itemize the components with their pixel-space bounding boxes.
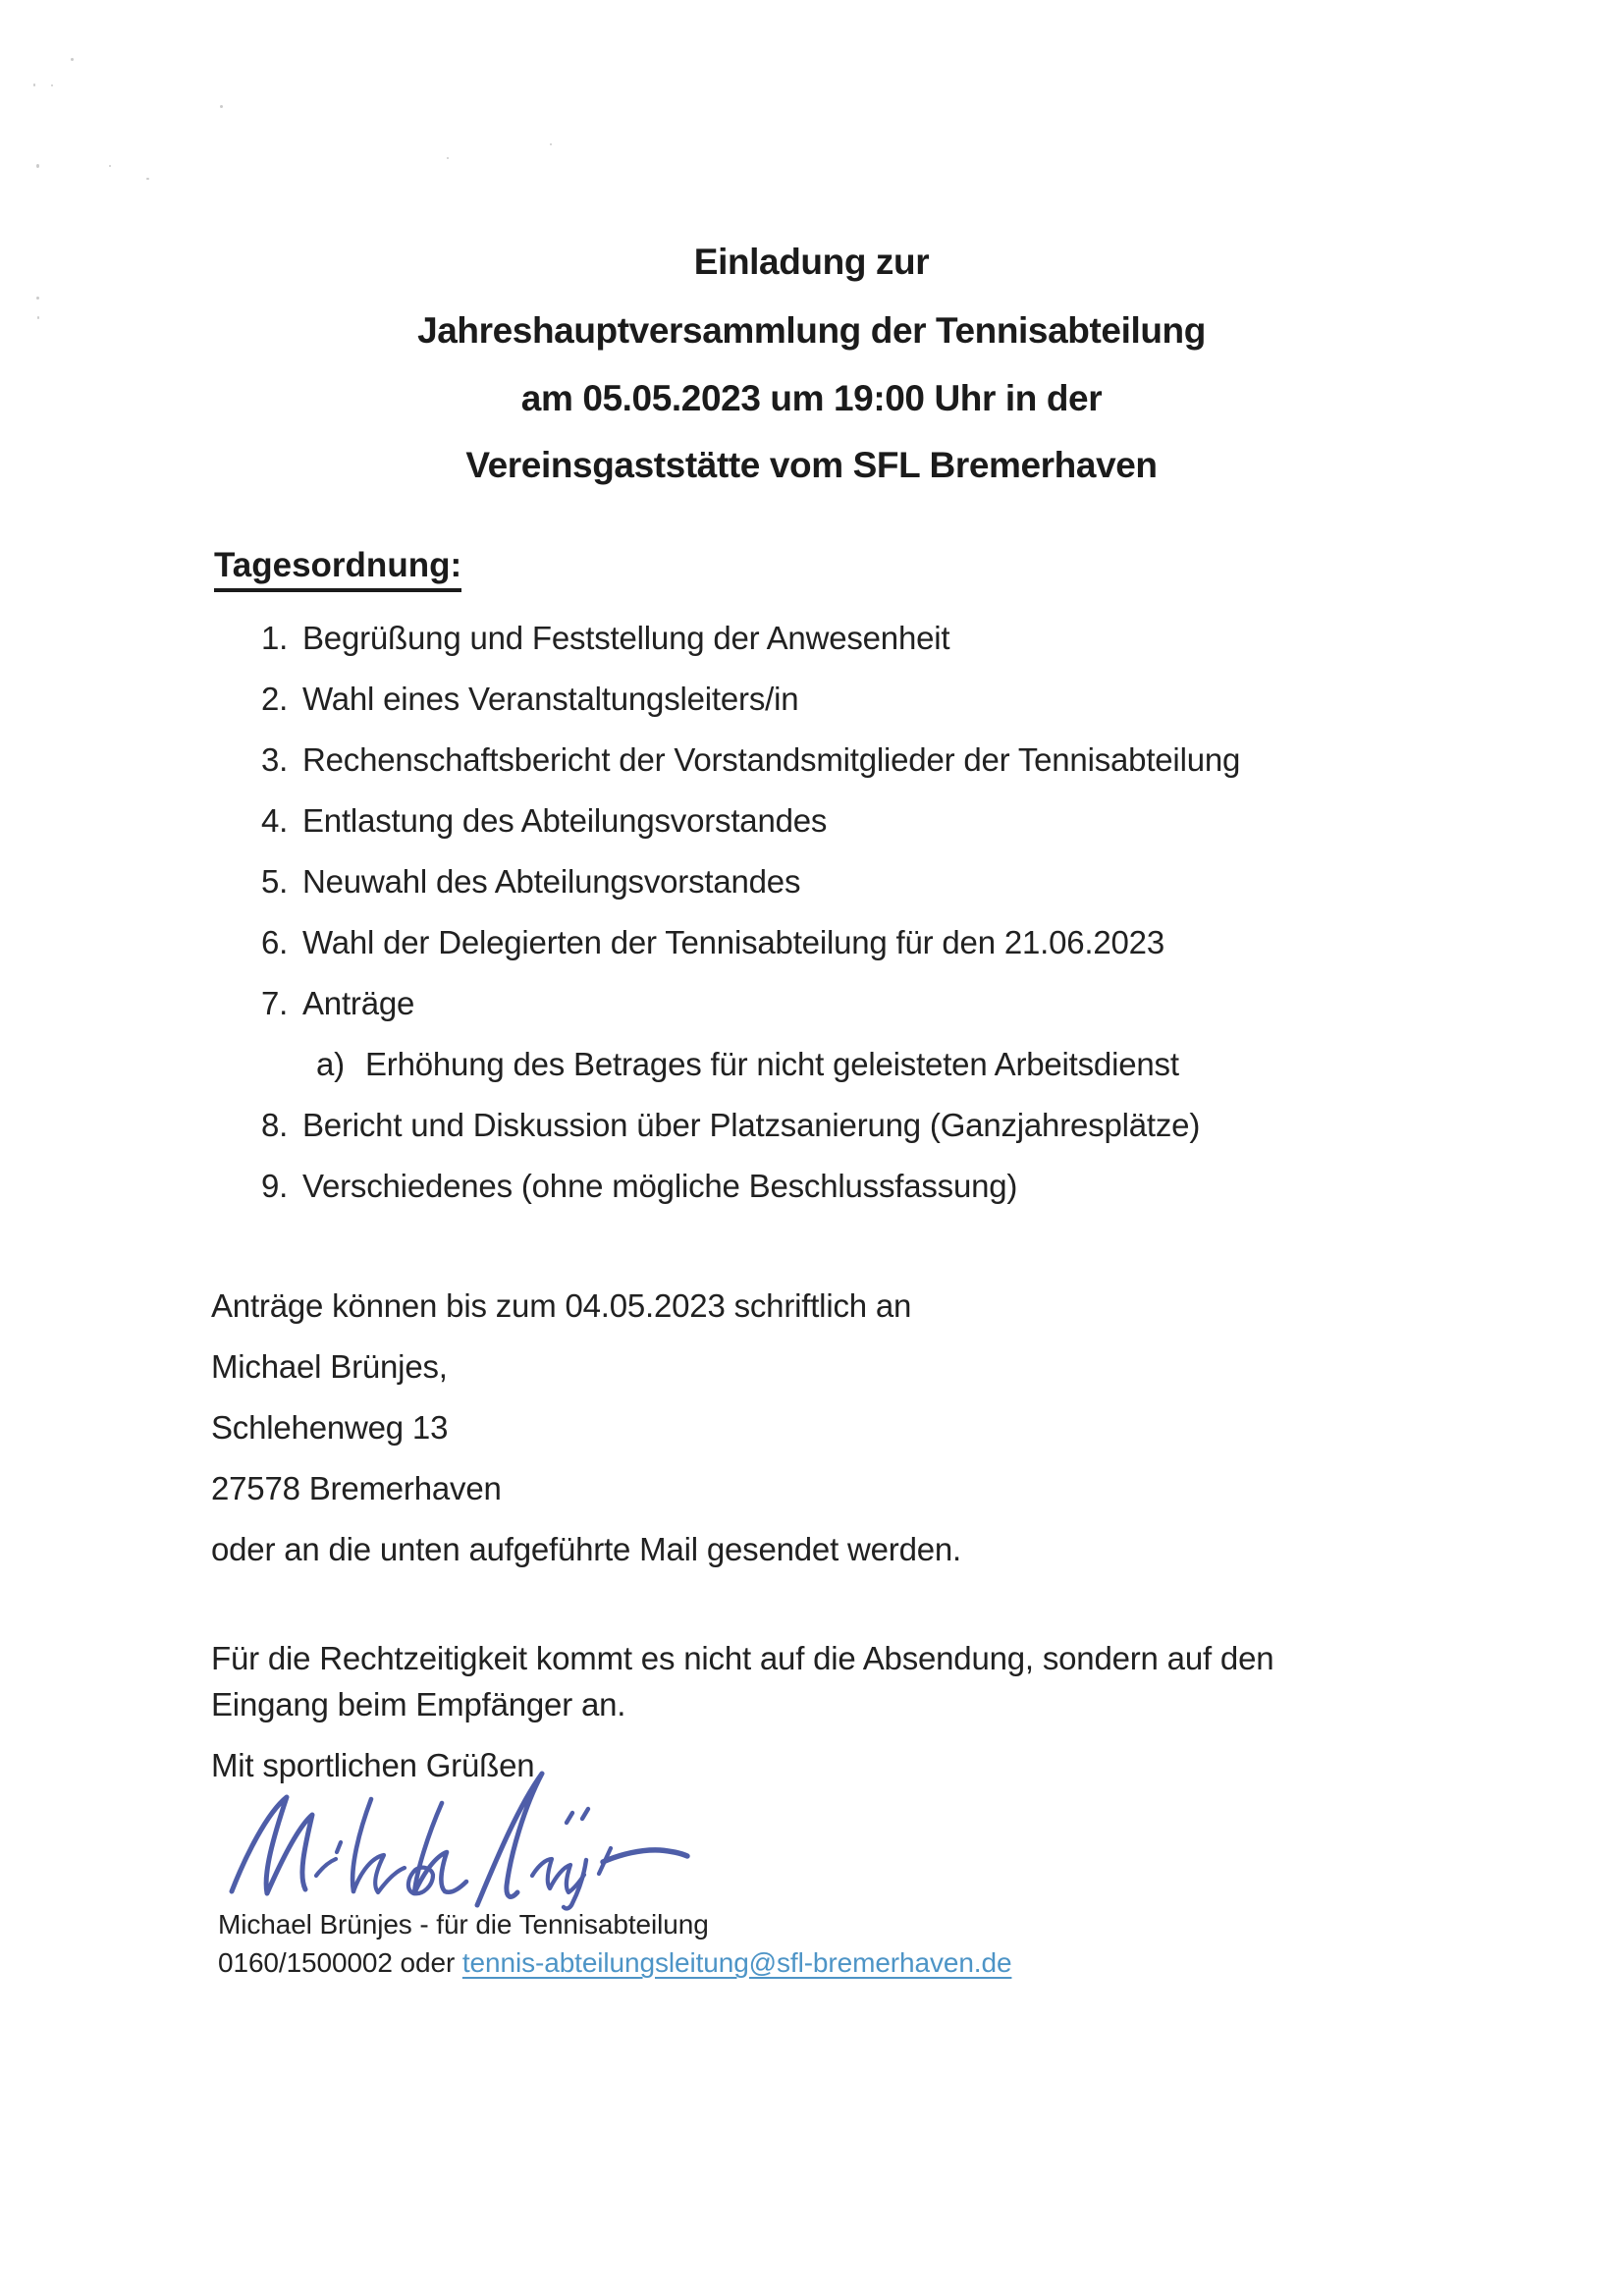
agenda-item-6 (261, 924, 1164, 961)
agenda-heading (214, 546, 461, 592)
submission-city: 27578 Bremerhaven (211, 1470, 502, 1506)
agenda-item-number: 4. (261, 802, 289, 839)
agenda-item-1 (261, 620, 949, 657)
agenda-item-number: 8. (261, 1107, 289, 1143)
agenda-item-text: Neuwahl des Abteilungsvorstandes (302, 863, 801, 900)
title-line-4: Vereinsgaststätte vom SFL Bremerhaven (465, 445, 1158, 485)
title-line-2: Jahreshauptversammlung der Tennisabteilung (417, 310, 1206, 351)
scan-speckle (33, 83, 35, 86)
agenda-item-letter: a) (316, 1046, 345, 1082)
scan-speckle (51, 84, 53, 86)
closing-greeting: Mit sportlichen Grüßen (211, 1747, 535, 1783)
scan-speckle (71, 58, 74, 61)
agenda-item-9 (261, 1168, 1017, 1205)
agenda-item-number: 3. (261, 741, 289, 778)
agenda-heading-label: Tagesordnung: (214, 546, 461, 592)
agenda-item-2 (261, 681, 798, 718)
title-line-3: am 05.05.2023 um 19:00 Uhr in der (520, 378, 1103, 418)
submission-street: Schlehenweg 13 (211, 1409, 449, 1446)
agenda-item-text: Begrüßung und Feststellung der Anwesenheit (302, 620, 950, 656)
agenda-item-8 (261, 1107, 1200, 1144)
email-link[interactable]: tennis-abteilungsleitung@sfl-bremerhaven.de (461, 1947, 1012, 1978)
agenda-item-number: 5. (261, 863, 289, 900)
agenda-item-text: Wahl der Delegierten der Tennisabteilung für den 21.06.2023 (302, 924, 1164, 960)
agenda-item-text: Verschiedenes (ohne mögliche Beschlussfassung) (302, 1168, 1018, 1204)
agenda-item-5 (261, 863, 800, 901)
agenda-item-text: Anträge (302, 985, 415, 1021)
contact-phone: 0160/1500002 oder (218, 1947, 462, 1978)
agenda-item-number: 9. (261, 1168, 289, 1204)
scan-speckle (109, 165, 111, 167)
agenda-item-text: Entlastung des Abteilungsvorstandes (302, 802, 828, 839)
agenda-item-7a (316, 1046, 1179, 1083)
scan-speckle (447, 157, 449, 159)
agenda-item-3 (261, 741, 1240, 779)
agenda-item-number: 7. (261, 985, 289, 1021)
submission-recipient-name: Michael Brünjes, (211, 1348, 448, 1385)
agenda-item-text: Rechenschaftsbericht der Vorstandsmitglieder der Tennisabteilung (302, 741, 1241, 778)
signature-michael-bruenjes (222, 1764, 713, 1919)
scan-speckle (36, 164, 39, 168)
agenda-item-text: Wahl eines Veranstaltungsleiters/in (302, 681, 799, 717)
contact-line (218, 1947, 1011, 1979)
agenda-item-7 (261, 985, 414, 1022)
scan-speckle (550, 143, 552, 145)
agenda-item-number: 1. (261, 620, 289, 656)
agenda-item-number: 6. (261, 924, 289, 960)
signer-name-line: Michael Brünjes - für die Tennisabteilung (218, 1909, 709, 1940)
scan-speckle (36, 297, 39, 300)
agenda-item-text: Bericht und Diskussion über Platzsanierung (Ganzjahresplätze) (302, 1107, 1201, 1143)
deadline-note-line: Eingang beim Empfänger an. (211, 1686, 626, 1722)
submission-line: Anträge können bis zum 04.05.2023 schriftlich an (211, 1287, 912, 1324)
title-line-1: Einladung zur (693, 242, 930, 282)
agenda-item-number: 2. (261, 681, 289, 717)
submission-mail-note: oder an die unten aufgeführte Mail gesendet werden. (211, 1531, 962, 1567)
agenda-item-text: Erhöhung des Betrages für nicht geleisteten Arbeitsdienst (365, 1046, 1179, 1082)
deadline-note-line: Für die Rechtzeitigkeit kommt es nicht auf die Absendung, sondern auf den (211, 1640, 1274, 1676)
scan-speckle (146, 178, 149, 180)
agenda-item-4 (261, 802, 827, 840)
scan-speckle (220, 105, 223, 108)
